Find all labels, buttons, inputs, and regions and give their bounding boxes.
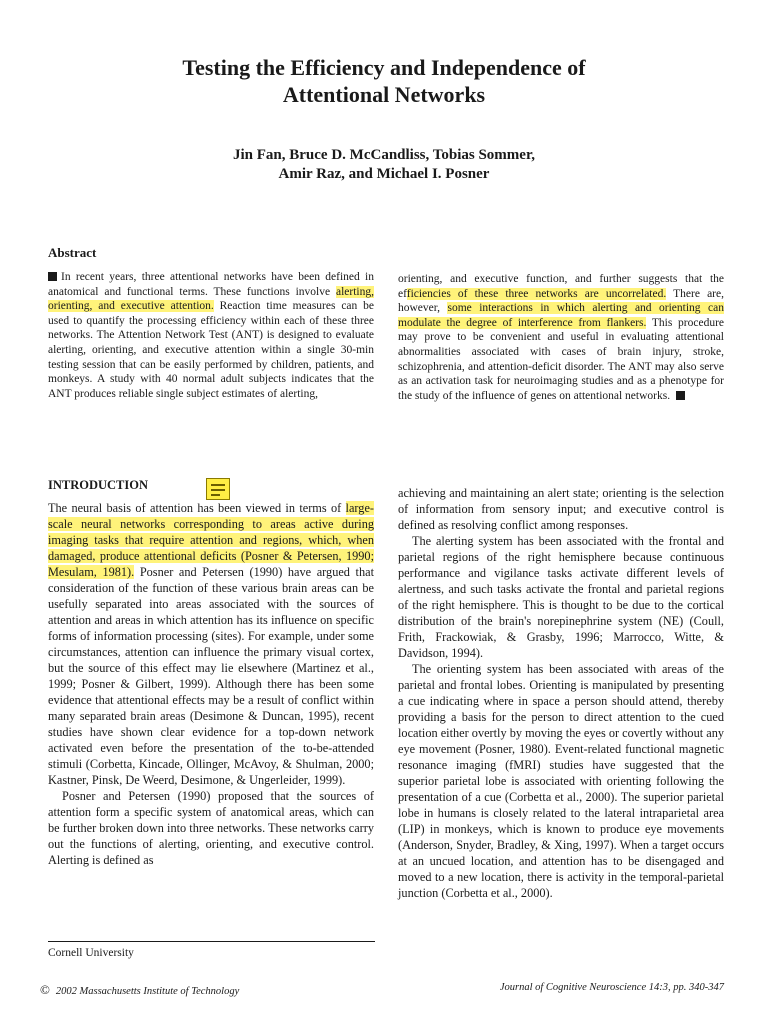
abstract-right-text-2: There are, however, — [398, 287, 724, 315]
abstract-left-text-2: Reaction time measures can be used to quantify the processing efficiency within each of these three networks. The Attention Network Test (ANT) is designed to evaluate alerting, orienting, and executive attention within a single 30-min testing session that can be easily performed by children, patients, and monkeys. A study with 40 normal adult subjects indicates that the ANT produces reliable single subject estimates of alerting, — [48, 300, 374, 400]
intro-right-column — [398, 485, 724, 901]
end-square-icon — [676, 391, 685, 400]
intro-left-paragraph-1 — [48, 500, 374, 788]
intro-left-p1-start: The neural basis of attention has been viewed in terms of — [48, 501, 346, 515]
footer-copyright — [40, 982, 239, 998]
abstract-right-column — [398, 272, 724, 403]
title-line-2: Attentional Networks — [282, 82, 486, 107]
footer-copyright-text: 2002 Massachusetts Institute of Technology — [55, 986, 240, 997]
copyright-symbol: © — [40, 982, 50, 997]
abstract-right-highlight-1: ficiencies of these three networks are uncorrelated. — [406, 287, 667, 300]
intro-left-column — [48, 500, 374, 868]
paper-title — [0, 54, 768, 108]
footer-journal: Journal of Cognitive Neuroscience 14:3, pp. 340-347 — [499, 982, 724, 993]
abstract-heading: Abstract — [48, 245, 97, 260]
abstract-left-highlight: alerting, orienting, and executive attention. — [48, 285, 374, 313]
note-icon[interactable] — [206, 478, 230, 500]
footnote-divider — [48, 941, 375, 942]
abstract-right-highlight-2: some interactions in which alerting and orienting can modulate the degree of interference from flankers. — [398, 302, 724, 329]
start-square-icon — [48, 272, 57, 281]
authors-line-2: Amir Raz, and Michael I. Posner — [278, 166, 490, 182]
introduction-heading: INTRODUCTION — [48, 478, 149, 492]
intro-left-p1-highlight: large-scale neural networks corresponding to areas active during imaging tasks that require attention and regions, which, when damaged, produce attentional deficits (Posner & Petersen, 1990; Mesulam, 1981). — [48, 501, 374, 579]
title-line-1: Testing the Efficiency and Independence of — [182, 55, 586, 80]
author-list — [0, 146, 768, 184]
intro-right-paragraph-2: The alerting system has been associated with the frontal and parietal regions of the right hemisphere because continuous performance and vigilance tasks activate different levels of alertness, and such tasks activate the frontal and parietal regions of the right hemisphere. This is thought to be due to the cortical distribution of the brain's norepinephrine system (NE) (Coull, Frith, Frackowiak, & Grasby, 1996; Marrocco, Witte, & Davidson, 1994). — [398, 534, 724, 660]
abstract-left-column — [48, 270, 374, 401]
abstract-left-text-1: In recent years, three attentional networks have been defined in anatomical and functional terms. These functions involve — [48, 271, 374, 298]
intro-right-paragraph-1: achieving and maintaining an alert state; orienting is the selection of information from sensory input; and executive control is defined as resolving conflict among responses. — [398, 486, 724, 532]
intro-left-paragraph-2: Posner and Petersen (1990) proposed that the sources of attention form a specific system of anatomical areas, which can be further broken down into three networks. These networks carry out the functions of alerting, orienting, and executive control. Alerting is defined as — [48, 789, 374, 867]
intro-left-p1-rest: Posner and Petersen (1990) have argued that consideration of the function of these various brain areas can be usefully separated into areas associated with the sources of attention and areas in which attention has its influence on specific forms of information processing (sites). For example, under some circumstances, attention can influence the primary visual cortex, but the source of this effect may lie elsewhere (Martinez et al., 1999; Posner & Gilbert, 1999). Although there has been some evidence that attentional effects may be a result of conflict within many separated brain areas (Desimone & Duncan, 1995), recent studies have shown clear evidence for a top-down network activated even before the presentation of the to-be-attended stimuli (Corbetta, Kincade, Ollinger, McAvoy, & Shulman, 2000; Kastner, Pinsk, De Weerd, Desimone, & Ungerleider, 1999). — [48, 565, 375, 787]
affiliation: Cornell University — [48, 947, 134, 959]
authors-line-1: Jin Fan, Bruce D. McCandliss, Tobias Sommer, — [233, 147, 535, 163]
intro-right-paragraph-3: The orienting system has been associated with areas of the parietal and frontal lobes. Orienting is manipulated by presenting a cue indicating where in space a person should attend, thereby providing a basis for the person to direct attention to the cued location either overtly by moving the eyes or covertly without any eye movement (Posner, 1980). Event-related functional magnetic resonance imaging (fMRI) studies have suggested that the superior parietal lobe is associated with orienting following the presentation of a cue (Corbetta et al., 2000). The superior parietal lobe in humans is closely related to the lateral intraparietal area (LIP) in monkeys, which is known to produce eye movements (Anderson, Snyder, Bradley, & Xing, 1997). When a target occurs at an uncued location, and attention has to be disengaged and moved to a new location, there is activity in the temporal-parietal junction (Corbetta et al., 2000). — [398, 662, 724, 900]
abstract-right-text-3: This procedure may prove to be convenient and useful in evaluating attentional abnormalities associated with cases of brain injury, stroke, schizophrenia, and attention-deficit disorder. The ANT may also serve as an activation task for neuroimaging studies and as a phenotype for the study of the influence of genes on attentional networks. — [398, 316, 725, 402]
abstract-right-text-1: orienting, and executive function, and further suggests that the ef — [398, 273, 724, 300]
